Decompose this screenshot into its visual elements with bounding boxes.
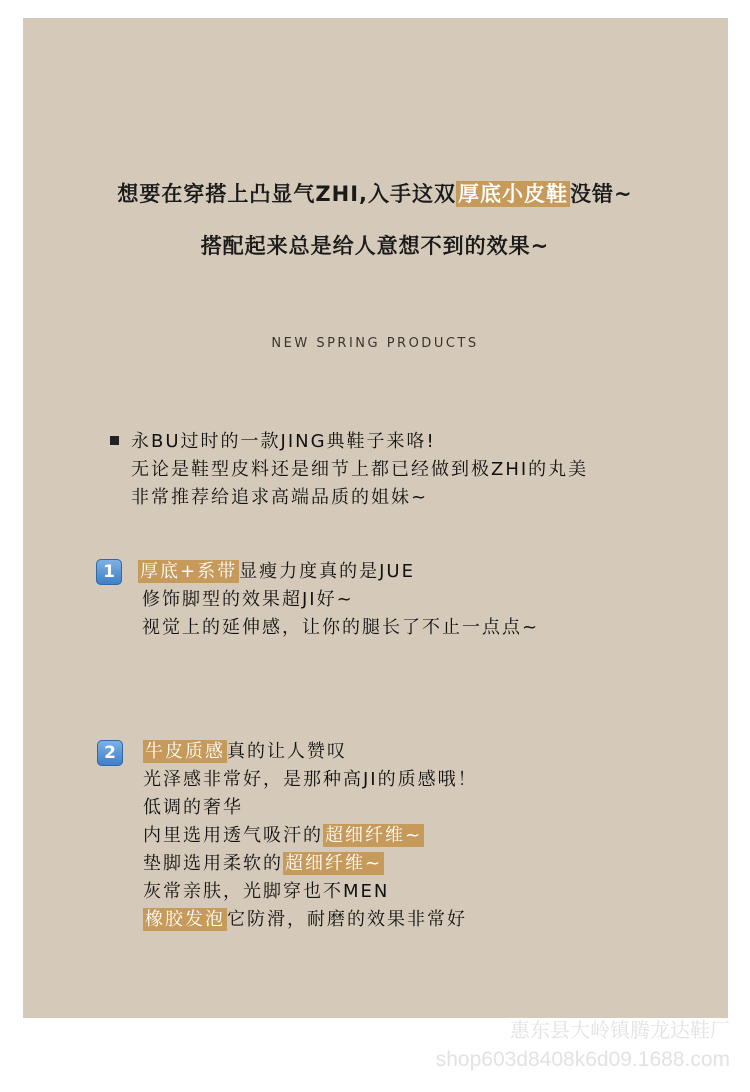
- feature2-line-2: 光泽感非常好，是那种高JI的质感哦！: [143, 769, 478, 790]
- number-badge-2: 2: [97, 740, 123, 766]
- intro-line-2: 搭配起来总是给人意想不到的效果~: [200, 234, 550, 258]
- bullet-text-1: 永BU过时的一款JING典鞋子来咯!: [131, 431, 436, 452]
- feature2-highlight-5: 超细纤维~: [285, 853, 383, 874]
- feature1-highlight: 厚底+系带: [140, 561, 238, 582]
- section-subtitle: NEW SPRING PRODUCTS: [271, 336, 479, 351]
- feature2-text-5: 垫脚选用柔软的: [143, 853, 283, 874]
- feature1-text: 显瘦力度真的是JUE: [239, 561, 415, 582]
- feature2-text-4: 内里选用透气吸汗的: [143, 825, 323, 846]
- intro-text-before: 想要在穿搭上凸显气ZHI,入手这双: [117, 182, 456, 206]
- feature2-text-1: 真的让人赞叹: [227, 741, 347, 762]
- feature2-line-7: [143, 906, 478, 934]
- feature2-line-6: 灰常亲肤，光脚穿也不MEN: [143, 881, 390, 902]
- watermark-shop-url: shop603d8408k6d09.1688.com: [435, 1048, 730, 1071]
- intro-text-after: 没错~: [569, 182, 633, 206]
- bullet-section: [110, 428, 588, 512]
- feature2-line-1: [143, 738, 478, 766]
- square-bullet-icon: [110, 436, 119, 445]
- bullet-line-1: [110, 428, 588, 456]
- feature2-line-3: 低调的奢华: [143, 797, 243, 818]
- intro-highlight: 厚底小皮鞋: [457, 182, 568, 206]
- intro-line-1: [0, 178, 750, 208]
- feature-section-2: [143, 738, 478, 934]
- bullet-line-3: 非常推荐给追求高端品质的姐妹~: [131, 487, 429, 508]
- feature1-line-2: 修饰脚型的效果超JI好~: [142, 589, 354, 610]
- feature2-highlight-1: 牛皮质感: [145, 741, 225, 762]
- feature2-highlight-7: 橡胶发泡: [145, 909, 225, 930]
- number-badge-1: 1: [96, 559, 122, 585]
- watermark-company: 惠东县大岭镇腾龙达鞋厂: [510, 1020, 730, 1042]
- feature-section-1: [138, 558, 539, 642]
- feature2-line-5: [143, 850, 478, 878]
- bullet-line-2: 无论是鞋型皮料还是细节上都已经做到极ZHI的丸美: [131, 459, 589, 480]
- feature1-line-3: 视觉上的延伸感，让你的腿长了不止一点点~: [142, 617, 540, 638]
- feature1-line-1: [138, 558, 539, 586]
- feature2-text-7: 它防滑，耐磨的效果非常好: [227, 909, 467, 930]
- feature2-line-4: [143, 822, 478, 850]
- feature2-highlight-4: 超细纤维~: [325, 825, 423, 846]
